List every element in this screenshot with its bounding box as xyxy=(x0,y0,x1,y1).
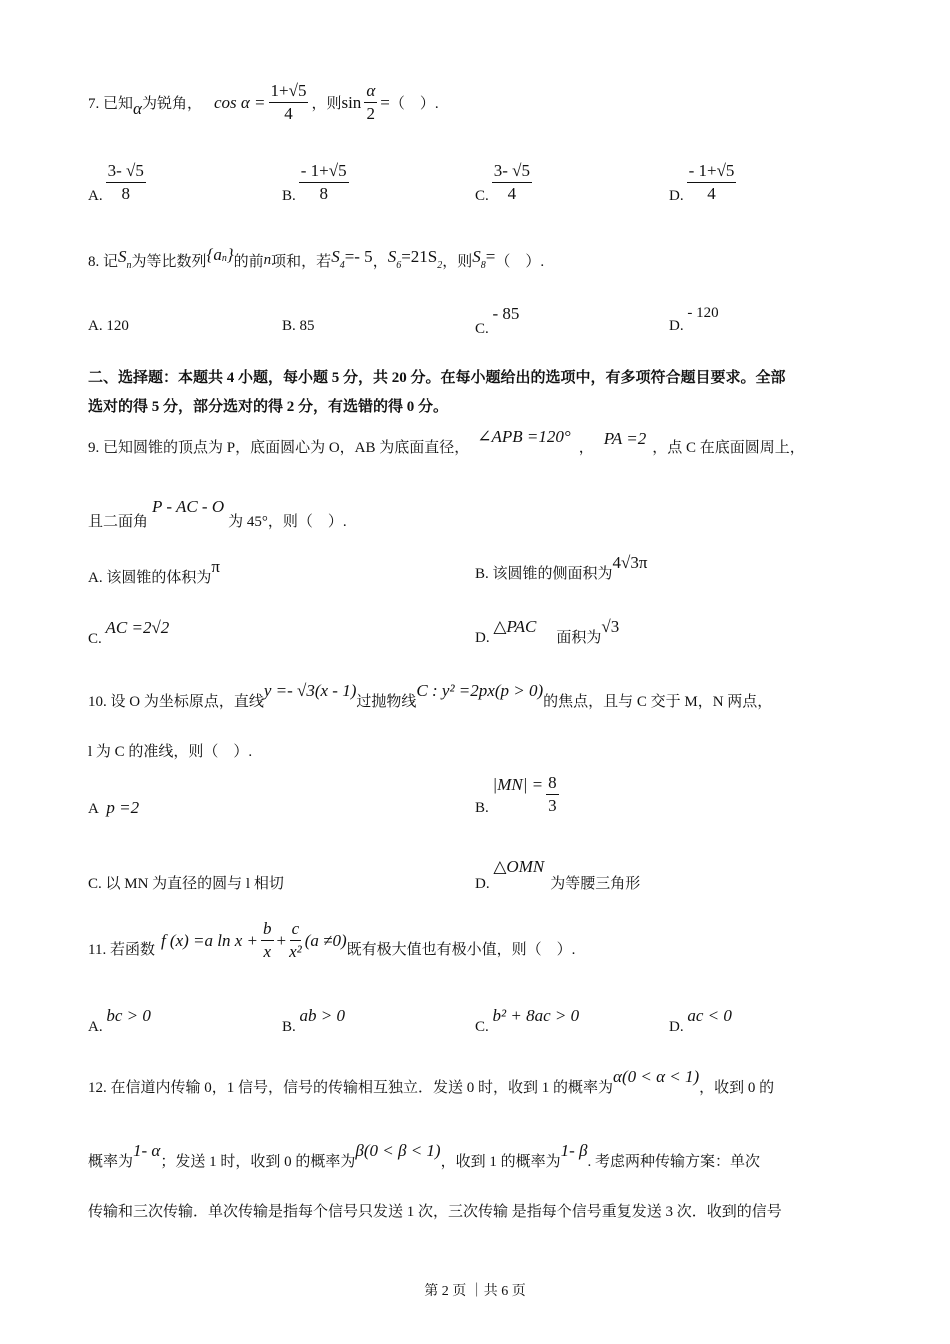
denominator: 4 xyxy=(284,104,293,123)
option-label: C. xyxy=(475,321,489,337)
denominator: 4 xyxy=(707,184,716,203)
option-text: 为等腰三角形 xyxy=(550,876,641,892)
denominator: x xyxy=(263,942,272,961)
option-fraction xyxy=(106,160,146,205)
q9-text: ，点 C 在底面圆周上， xyxy=(652,440,805,456)
q7-option-c[interactable] xyxy=(475,160,535,205)
numerator: 3- √5 xyxy=(106,160,146,183)
q12-math: 1- β xyxy=(560,1140,588,1160)
q7-option-d[interactable] xyxy=(669,160,739,205)
option-value: 120 xyxy=(106,318,129,334)
denominator: 8 xyxy=(319,184,328,203)
q7-fraction xyxy=(364,80,377,125)
option-label: A. xyxy=(88,1019,103,1035)
q12-text: ；发送 1 时，收到 0 的概率为 xyxy=(160,1154,356,1170)
q7-text: ，则 xyxy=(311,96,342,112)
q10-option-a[interactable] xyxy=(88,798,139,818)
question-11 xyxy=(88,918,575,963)
section-heading-line-1: 二、选择题：本题共 4 小题，每小题 5 分，共 20 分。在每小题给出的选项中，有多项符合题目要求。全部 xyxy=(88,370,786,386)
q7-text: 为锐角， xyxy=(141,96,202,112)
q8-text: ， xyxy=(372,254,388,270)
q7-alpha: α xyxy=(133,98,142,118)
option-math: bc > 0 xyxy=(106,1006,151,1025)
q8-text: ，则 xyxy=(442,254,473,270)
q11-option-a[interactable] xyxy=(88,1006,151,1035)
option-label: B. xyxy=(282,318,296,334)
option-math: △PAC xyxy=(493,617,537,636)
option-label: B. xyxy=(475,800,489,816)
q11-option-c[interactable] xyxy=(475,1006,580,1035)
q8-math: 2 xyxy=(437,260,443,271)
numerator: 1+√5 xyxy=(269,80,309,103)
q12-text: . 考虑两种传输方案：单次 xyxy=(587,1154,760,1170)
q8-math: =21S xyxy=(401,246,438,266)
q10-text: 的焦点，且与 C 交于 M，N 两点， xyxy=(543,694,773,710)
section-heading-line-2: 选对的得 5 分，部分选对的得 2 分，有选错的得 0 分。 xyxy=(88,399,449,415)
numerator: - 1+√5 xyxy=(687,160,737,183)
q8-math: n xyxy=(126,260,132,271)
q8-math: =- 5 xyxy=(344,246,373,266)
option-label: B. xyxy=(282,188,296,204)
question-10-line-1 xyxy=(88,680,773,711)
q8-math: {a xyxy=(206,244,222,264)
q10-text: 10. 设 O 为坐标原点，直线 xyxy=(88,694,264,710)
q8-math: n xyxy=(221,253,227,264)
q12-math: β(0 < β < 1) xyxy=(355,1140,441,1160)
denominator: 8 xyxy=(121,184,130,203)
option-math: ac < 0 xyxy=(687,1006,732,1025)
q7-math: sin xyxy=(341,92,362,112)
q10-text: 过抛物线 xyxy=(356,694,417,710)
q11-text: 11. 若函数 xyxy=(88,942,155,958)
option-label: B. xyxy=(282,1019,296,1035)
option-label: D. xyxy=(669,188,684,204)
denominator: 2 xyxy=(366,104,376,123)
denominator: x² xyxy=(289,942,302,961)
q10-math: C : y² =2px(p > 0) xyxy=(416,680,544,700)
option-fraction xyxy=(546,772,559,817)
denominator: 3 xyxy=(548,796,557,815)
q12-math: α(0 < α < 1) xyxy=(613,1066,700,1086)
q8-math: 4 xyxy=(339,260,345,271)
option-label: C. xyxy=(88,631,102,647)
question-12-line-1 xyxy=(88,1066,775,1097)
numerator: 8 xyxy=(546,772,559,795)
option-label: C. xyxy=(475,188,489,204)
q9-math: P - AC - O xyxy=(152,496,225,516)
q8-math: S xyxy=(387,246,397,266)
q7-text: 7. 已知 xyxy=(88,96,134,112)
q8-option-a[interactable] xyxy=(88,318,129,335)
option-math: |MN| = xyxy=(492,775,544,794)
q11-math: (a ≠0) xyxy=(304,930,347,950)
denominator: 4 xyxy=(507,184,517,203)
option-math: π xyxy=(211,557,220,576)
option-math: p =2 xyxy=(106,798,140,817)
q8-option-d[interactable] xyxy=(669,305,719,334)
q8-text: 8. 记 xyxy=(88,254,119,270)
q7-math: cos α = xyxy=(213,92,266,112)
q8-math: n xyxy=(263,252,272,268)
question-12-line-2 xyxy=(88,1140,760,1171)
q8-math: S xyxy=(331,246,340,266)
question-9-line-2 xyxy=(88,496,347,531)
q10-option-c[interactable] xyxy=(88,872,284,893)
q10-option-d[interactable] xyxy=(475,856,641,892)
option-fraction xyxy=(492,160,532,205)
question-10-line-2: l 为 C 的准线，则（ ）. xyxy=(88,744,253,760)
q9-option-d[interactable] xyxy=(475,617,620,647)
option-label: C. xyxy=(475,1019,489,1035)
q11-option-d[interactable] xyxy=(669,1006,732,1035)
q7-option-b[interactable] xyxy=(282,160,352,205)
option-value: - 85 xyxy=(492,304,520,323)
option-value: - 120 xyxy=(687,305,719,321)
option-label: A xyxy=(88,801,99,817)
option-label: D. xyxy=(475,630,490,646)
q9-option-b[interactable] xyxy=(475,553,648,583)
q8-math: S xyxy=(118,246,127,266)
q11-math: f (x) =a ln x + xyxy=(160,930,259,950)
q7-fraction xyxy=(269,80,309,125)
q11-text: 既有极大值也有极小值，则（ ）. xyxy=(346,942,576,958)
q8-math: = xyxy=(485,246,496,266)
q12-math: 1- α xyxy=(133,1140,161,1160)
numerator: α xyxy=(364,80,377,103)
q8-option-b[interactable] xyxy=(282,318,315,335)
q12-text: 概率为 xyxy=(88,1154,134,1170)
option-value: 85 xyxy=(299,318,315,334)
q8-math: } xyxy=(226,244,234,264)
option-math: 4√3π xyxy=(612,553,648,572)
q11-fraction xyxy=(289,918,302,963)
option-label: C. 以 MN 为直径的圆与 l 相切 xyxy=(88,876,284,892)
q9-math: ∠APB =120° xyxy=(477,426,571,446)
numerator: c xyxy=(290,918,302,941)
q9-math: PA =2 xyxy=(603,428,647,448)
question-8 xyxy=(88,244,545,271)
q12-text: 12. 在信道内传输 0，1 信号，信号的传输相互独立．发送 0 时，收到 1 的概率为 xyxy=(88,1080,614,1096)
q7-option-a[interactable] xyxy=(88,160,149,205)
q8-math: 6 xyxy=(396,260,402,271)
option-label: A. xyxy=(88,188,103,204)
q8-text: （ ）. xyxy=(495,254,545,270)
q12-text: ，收到 1 的概率为 xyxy=(440,1154,561,1170)
question-7 xyxy=(88,80,439,125)
option-text: 面积为 xyxy=(556,630,602,646)
q10-math: y =- √3(x - 1) xyxy=(263,680,357,700)
option-fraction xyxy=(687,160,737,205)
q9-text: 且二面角 xyxy=(88,514,149,530)
option-label: D. xyxy=(669,1019,684,1035)
option-label: D. xyxy=(475,876,490,892)
q8-option-c[interactable] xyxy=(475,304,520,337)
q9-text: ， xyxy=(578,440,594,456)
q8-text: 的前 xyxy=(233,254,264,270)
q8-text: 项和，若 xyxy=(271,254,332,270)
numerator: - 1+√5 xyxy=(299,160,349,183)
q9-text: 9. 已知圆锥的顶点为 P，底面圆心为 O，AB 为底面直径， xyxy=(88,440,470,456)
option-math: AC =2√2 xyxy=(105,618,170,637)
q9-option-c[interactable] xyxy=(88,618,170,648)
q9-option-a[interactable] xyxy=(88,557,220,587)
q8-math: S xyxy=(472,246,481,266)
option-math: b² + 8ac > 0 xyxy=(492,1006,580,1025)
question-9-line-1 xyxy=(88,426,805,457)
page-footer: 第 2 页 ｜共 6 页 xyxy=(424,1284,526,1299)
option-label: D. xyxy=(669,318,684,334)
q12-text: ，收到 0 的 xyxy=(699,1080,775,1096)
numerator: 3- √5 xyxy=(492,160,532,183)
numerator: b xyxy=(261,918,274,941)
q7-text: （ ）. xyxy=(389,96,439,112)
option-label: A. 该圆锥的体积为 xyxy=(88,570,212,586)
option-label: A. xyxy=(88,318,103,334)
q11-fraction xyxy=(261,918,274,963)
option-math: √3 xyxy=(601,617,620,636)
q9-text: 为 45°，则（ ）. xyxy=(228,514,347,530)
q11-option-b[interactable] xyxy=(282,1006,345,1035)
option-fraction xyxy=(299,160,349,205)
question-12-line-3: 传输和三次传输．单次传输是指每个信号只发送 1 次，三次传输 是指每个信号重复发送 3 次．收到的信号 xyxy=(88,1204,782,1220)
q8-math: 8 xyxy=(480,260,486,271)
option-label: B. 该圆锥的侧面积为 xyxy=(475,566,613,582)
q11-math: + xyxy=(276,930,287,950)
q7-math: = xyxy=(380,92,390,112)
q10-option-b[interactable] xyxy=(475,772,562,817)
option-math: ab > 0 xyxy=(299,1006,345,1025)
option-math: △OMN xyxy=(493,857,545,876)
q8-text: 为等比数列 xyxy=(131,254,207,270)
